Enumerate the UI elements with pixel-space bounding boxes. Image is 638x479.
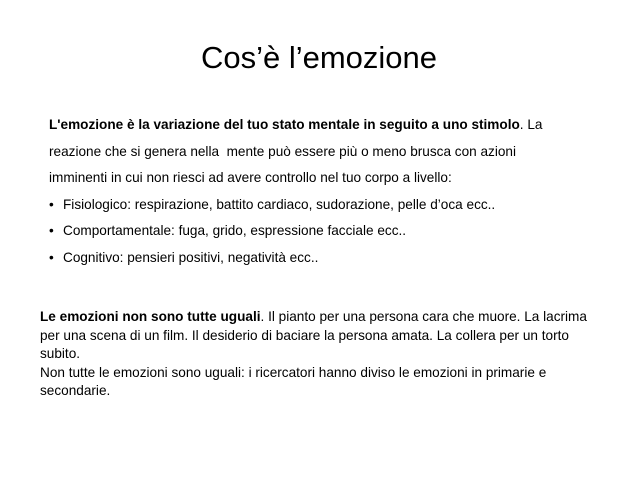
list-item-text: Fisiologico: respirazione, battito cardiaco, sudorazione, pelle d’oca ecc.. bbox=[63, 196, 496, 212]
bullet-icon: • bbox=[49, 249, 54, 265]
slide-title: Cos’è l’emozione bbox=[200, 40, 438, 75]
emotions-text: . Il pianto per una persona cara che muore. La lacrima per una scena di un film. Il desiderio di baciare la persona amata. La collera per un torto subito. bbox=[40, 309, 587, 361]
emotions-paragraph bbox=[40, 308, 600, 364]
definition-line-3: imminenti in cui non riesci ad avere controllo nel tuo corpo a livello: bbox=[49, 170, 452, 185]
list-item bbox=[49, 245, 609, 272]
list-item bbox=[49, 192, 609, 219]
levels-list bbox=[49, 192, 609, 272]
emotions-bold: Le emozioni non sono tutte uguali bbox=[40, 309, 261, 324]
emotions-paragraph-block bbox=[40, 308, 600, 401]
list-item-text: Cognitivo: pensieri positivi, negatività ecc.. bbox=[63, 249, 319, 265]
list-item-text: Comportamentale: fuga, grido, espressione facciale ecc.. bbox=[63, 223, 407, 238]
definition-bold: L'emozione è la variazione del tuo stato mentale in seguito a uno stimolo bbox=[49, 117, 520, 132]
definition-line-1: L'emozione è la variazione del tuo stato mentale in seguito a uno stimolo. La bbox=[49, 117, 543, 132]
classification-paragraph: Non tutte le emozioni sono uguali: i ricercatori hanno diviso le emozioni in primarie e secondarie. bbox=[40, 364, 547, 398]
bullet-icon: • bbox=[49, 223, 54, 238]
definition-block bbox=[49, 112, 609, 271]
definition-line-2: reazione che si genera nella mente può essere più o meno brusca con azioni bbox=[49, 143, 517, 159]
bullet-icon: • bbox=[49, 196, 54, 212]
list-item bbox=[49, 218, 609, 245]
